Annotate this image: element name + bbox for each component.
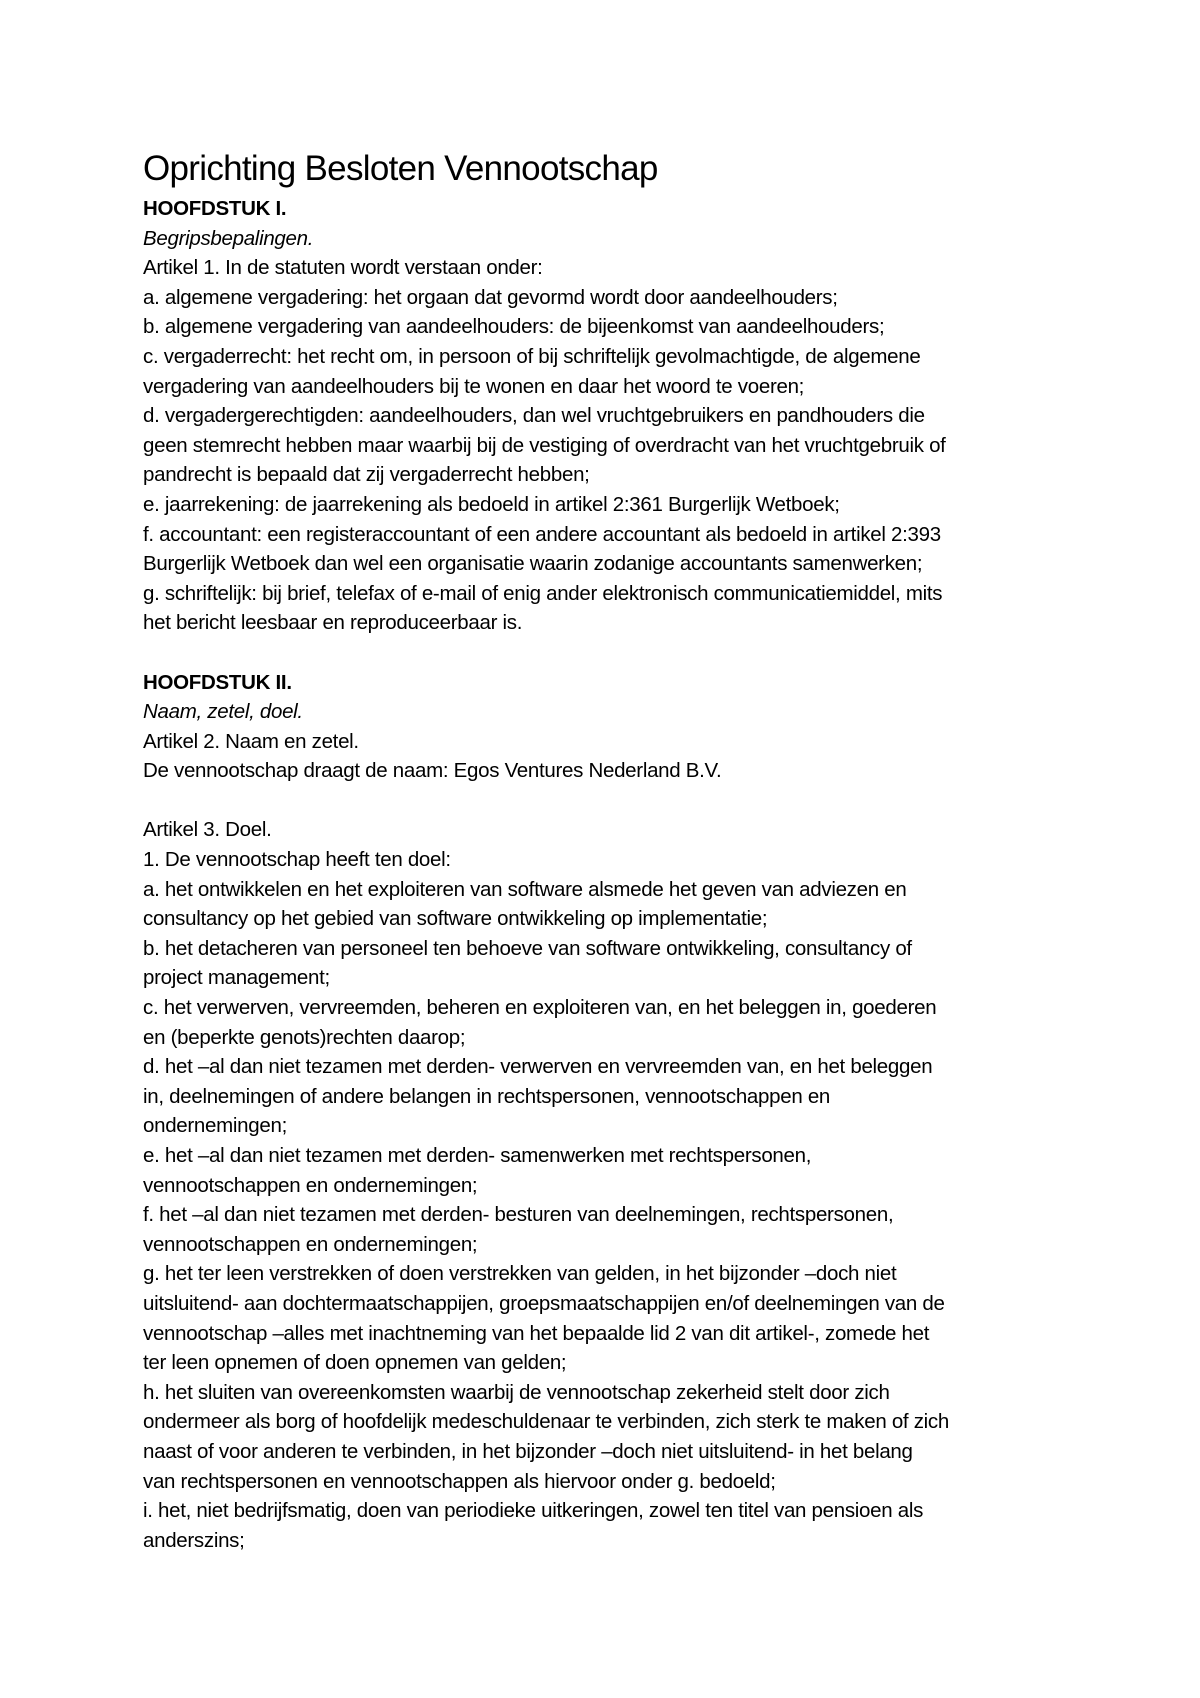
text-line: vennootschap –alles met inachtneming van het bepaalde lid 2 van dit artikel-, zomede het — [143, 1321, 930, 1345]
text-line: consultancy op het gebied van software ontwikkeling op implementatie; — [143, 907, 768, 931]
text-line: project management; — [143, 966, 330, 990]
text-line: uitsluitend- aan dochtermaatschappijen, groepsmaatschappijen en/of deelnemingen van de — [143, 1291, 945, 1315]
text-line: h. het sluiten van overeenkomsten waarbij de vennootschap zekerheid stelt door zich — [143, 1380, 890, 1404]
text-line: Artikel 2. Naam en zetel. — [143, 729, 359, 753]
text-line: g. het ter leen verstrekken of doen verstrekken van gelden, in het bijzonder –doch niet — [143, 1262, 897, 1286]
text-line: pandrecht is bepaald dat zij vergaderrecht hebben; — [143, 463, 590, 487]
text-line: f. accountant: een registeraccountant of een andere accountant als bedoeld in artikel 2:393 — [143, 522, 941, 546]
text-line: vennootschappen en ondernemingen; — [143, 1173, 478, 1197]
text-line: het bericht leesbaar en reproduceerbaar is. — [143, 611, 523, 635]
text-line: Burgerlijk Wetboek dan wel een organisatie waarin zodanige accountants samenwerken; — [143, 552, 923, 576]
text-line: Artikel 3. Doel. — [143, 818, 272, 842]
document-page — [143, 147, 1083, 1555]
text-line: d. het –al dan niet tezamen met derden- verwerven en vervreemden van, en het beleggen — [143, 1055, 933, 1079]
text-line: en (beperkte genots)rechten daarop; — [143, 1025, 466, 1049]
text-line: vergadering van aandeelhouders bij te wonen en daar het woord te voeren; — [143, 374, 805, 398]
blank-line — [143, 638, 1083, 668]
text-line: c. vergaderrecht: het recht om, in persoon of bij schriftelijk gevolmachtigde, de algemene — [143, 344, 921, 368]
text-line: naast of voor anderen te verbinden, in het bijzonder –doch niet uitsluitend- in het belang — [143, 1439, 913, 1463]
text-line: i. het, niet bedrijfsmatig, doen van periodieke uitkeringen, zowel ten titel van pensioen als — [143, 1499, 924, 1523]
chapter-subtitle: Begripsbepalingen. — [143, 226, 314, 250]
text-line: geen stemrecht hebben maar waarbij bij de vestiging of overdracht van het vruchtgebruik of — [143, 433, 946, 457]
text-line: c. het verwerven, vervreemden, beheren en exploiteren van, en het beleggen in, goederen — [143, 996, 937, 1020]
chapter-subtitle: Naam, zetel, doel. — [143, 700, 303, 724]
text-line: b. algemene vergadering van aandeelhouders: de bijeenkomst van aandeelhouders; — [143, 315, 885, 339]
text-line: g. schriftelijk: bij brief, telefax of e-mail of enig ander elektronisch communicatiemiddel, mits — [143, 581, 943, 605]
text-line: ter leen opnemen of doen opnemen van gelden; — [143, 1351, 567, 1375]
text-line: e. het –al dan niet tezamen met derden- samenwerken met rechtspersonen, — [143, 1144, 812, 1167]
text-line: Artikel 1. In de statuten wordt verstaan onder: — [143, 256, 543, 280]
text-line: b. het detacheren van personeel ten behoeve van software ontwikkeling, consultancy of — [143, 936, 912, 960]
text-line: anderszins; — [143, 1528, 245, 1552]
chapter-heading: HOOFDSTUK II. — [143, 670, 292, 694]
text-line: ondermeer als borg of hoofdelijk medeschuldenaar te verbinden, zich sterk te maken of zich — [143, 1410, 949, 1434]
text-line: a. algemene vergadering: het orgaan dat gevormd wordt door aandeelhouders; — [143, 285, 838, 309]
blank-line — [143, 786, 1083, 816]
text-line: vennootschappen en ondernemingen; — [143, 1232, 478, 1256]
text-line: van rechtspersonen en vennootschappen als hiervoor onder g. bedoeld; — [143, 1469, 776, 1493]
text-line: in, deelnemingen of andere belangen in rechtspersonen, vennootschappen en — [143, 1084, 831, 1108]
chapter-heading: HOOFDSTUK I. — [143, 197, 287, 220]
text-line: d. vergadergerechtigden: aandeelhouders, dan wel vruchtgebruikers en pandhouders die — [143, 404, 925, 428]
document-body — [143, 194, 1083, 1555]
text-line: f. het –al dan niet tezamen met derden- besturen van deelnemingen, rechtspersonen, — [143, 1203, 894, 1227]
text-line: De vennootschap draagt de naam: Egos Ventures Nederland B.V. — [143, 759, 722, 783]
document-title: Oprichting Besloten Vennootschap — [143, 149, 658, 188]
text-line: a. het ontwikkelen en het exploiteren van software alsmede het geven van adviezen en — [143, 877, 907, 901]
text-line: 1. De vennootschap heeft ten doel: — [143, 848, 451, 872]
text-line: ondernemingen; — [143, 1114, 287, 1138]
text-line: e. jaarrekening: de jaarrekening als bedoeld in artikel 2:361 Burgerlijk Wetboek; — [143, 492, 840, 516]
